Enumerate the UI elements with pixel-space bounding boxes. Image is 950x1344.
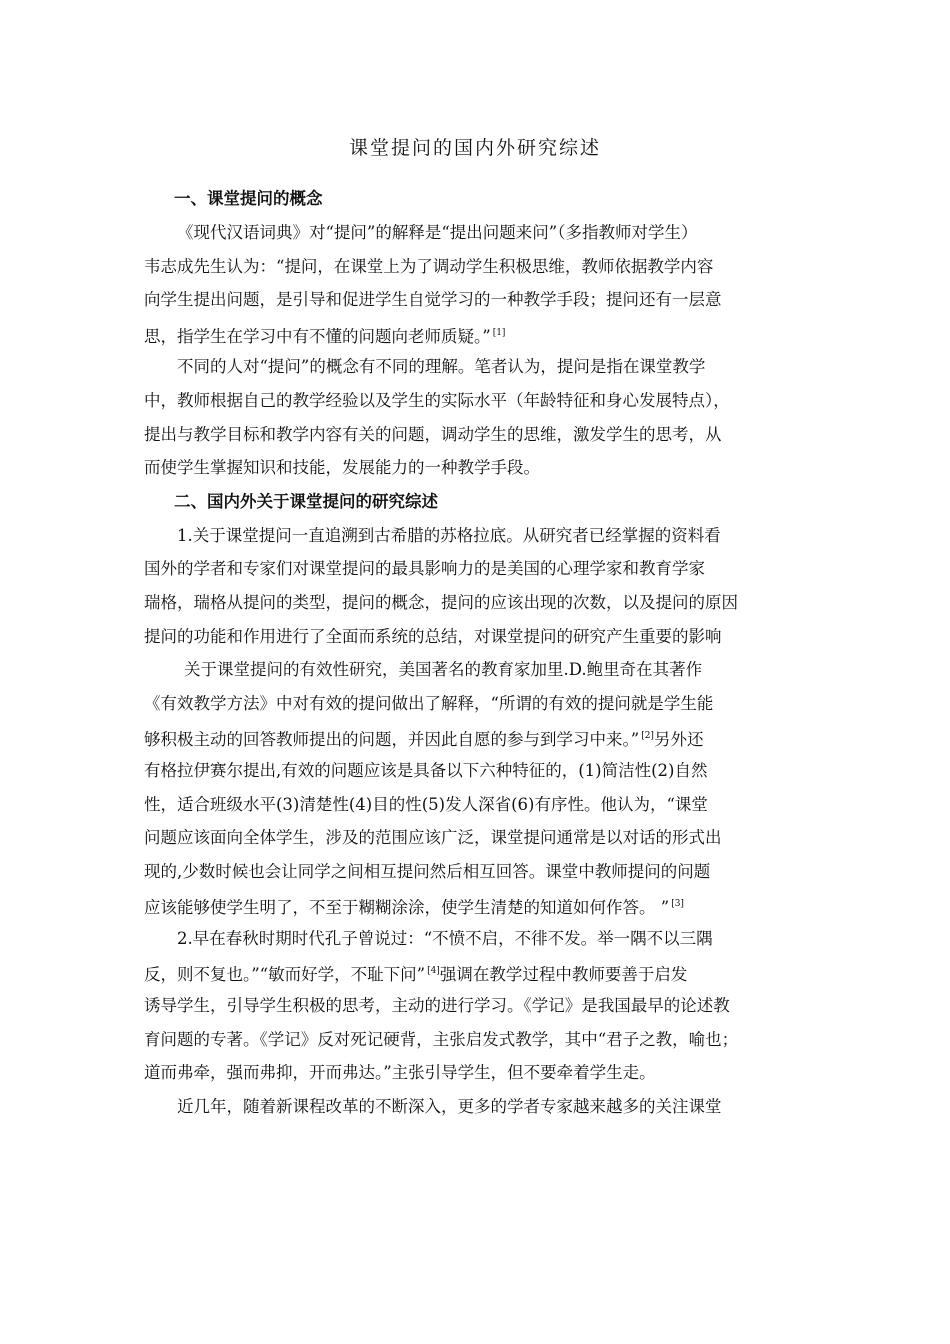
text-line: 近几年，随着新课程改革的不断深入，更多的学者专家越来越多的关注课堂 [177, 1096, 722, 1116]
paragraph [144, 350, 810, 484]
section-heading: 一、课堂提问的概念 [174, 189, 323, 208]
citation-ref: [2] [641, 731, 654, 742]
text-line: 育问题的专著。《学记》反对死记硬背，主张启发式教学，其中“君子之教，喻也； [144, 1029, 739, 1049]
text-span: 反，则不复也。”“敏而好学，不耻下问” [144, 965, 426, 985]
paragraph [144, 922, 810, 1090]
text-line: 不同的人对“提问”的概念有不同的理解。笔者认为，提问是指在课堂教学 [177, 357, 706, 377]
text-line: 道而弗牵，强而弗抑，开而弗达。”主张引导学生，但不要牵着学生走。 [144, 1063, 656, 1083]
text-span: 够积极主动的回答教师提出的问题，并因此自愿的参与到学习中来。” [144, 730, 640, 750]
text-line: 韦志成先生认为：“提问，在课堂上为了调动学生积极思维，教师依据教学内容 [144, 256, 714, 276]
text-line [144, 720, 810, 754]
text-line: 2.早在春秋时期时代孔子曾说过：“不愤不启，不徘不发。举一隅不以三隅 [177, 928, 713, 948]
text-line: 瑞格，瑞格从提问的类型，提问的概念，提问的应该出现的次数，以及提问的原因 [144, 592, 738, 612]
text-line: 1.关于课堂提问一直追溯到古希腊的苏格拉底。从研究者已经掌握的资料看 [177, 525, 721, 545]
text-line: 向学生提出问题，是引导和促进学生自觉学习的一种教学手段；提问还有一层意 [144, 290, 722, 310]
citation-ref: [4] [427, 966, 440, 977]
text-line: 问题应该面向全体学生，涉及的范围应该广泛，课堂提问通常是以对话的形式出 [144, 828, 722, 848]
paragraph [144, 1090, 810, 1124]
text-line: 现的,少数时候也会让同学之间相互提问然后相互回答。课堂中教师提问的问题 [144, 861, 711, 881]
text-line: 提出与教学目标和教学内容有关的问题，调动学生的思维，激发学生的思考，从 [144, 424, 722, 444]
paragraph [144, 653, 810, 922]
text-span: 另外还 [653, 730, 704, 750]
text-line: 中，教师根据自己的教学经验以及学生的实际水平（年龄特征和身心发展特点）， [144, 390, 730, 410]
document-title: 课堂提问的国内外研究综述 [348, 137, 601, 159]
section-heading: 二、国内外关于课堂提问的研究综述 [174, 491, 438, 511]
text-span: 应该能够使学生明了，不至于糊糊涂涂，使学生清楚的知道如何作答。 ” [144, 898, 670, 918]
text-line [144, 317, 810, 351]
text-line: 国外的学者和专家们对课堂提问的最具影响力的是美国的心理学家和教育学家 [144, 559, 705, 579]
text-line [144, 955, 810, 989]
text-line: 《有效教学方法》中对有效的提问做出了解释，“所谓的有效的提问就是学生能 [144, 693, 714, 713]
text-line: 诱导学生，引导学生积极的思考，主动的进行学习。《学记》是我国最早的论述教 [144, 996, 730, 1016]
text-line: 而使学生掌握知识和技能，发展能力的一种教学手段。 [144, 458, 540, 478]
paragraph [144, 216, 810, 350]
text-line [144, 888, 810, 922]
text-line: 性，适合班级水平(3)清楚性(4)目的性(5)发人深省(6)有序性。他认为，“课堂 [144, 794, 708, 814]
citation-ref: [3] [671, 899, 684, 910]
text-line: 《现代汉语词典》对“提问”的解释是“提出问题来问”（多指教师对学生） [177, 223, 698, 242]
text-line: 关于课堂提问的有效性研究，美国著名的教育家加里.D.鲍里奇在其著作 [184, 660, 703, 680]
text-line: 提问的功能和作用进行了全面而系统的总结，对课堂提问的研究产生重要的影响 [144, 626, 722, 646]
text-span: 强调在教学过程中教师要善于启发 [439, 965, 688, 985]
document-body [144, 182, 810, 1123]
paragraph [144, 519, 810, 653]
text-span: 思，指学生在学习中有不懂的问题向老师质疑。” [144, 326, 491, 346]
text-line: 有格拉伊赛尔提出,有效的问题应该是具备以下六种特征的，(1)简洁性(2)自然 [144, 760, 708, 780]
citation-ref: [1] [492, 327, 506, 338]
